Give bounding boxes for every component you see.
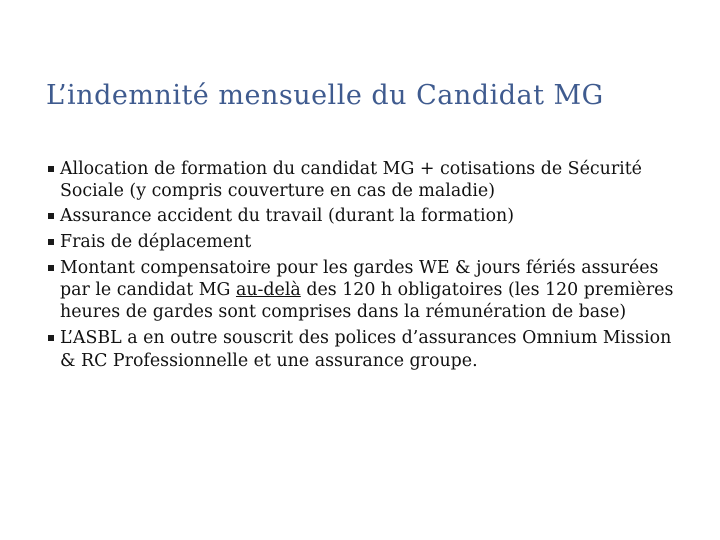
- bullet-item: [48, 158, 688, 202]
- bullet-item: [48, 231, 688, 253]
- bullet-list: [48, 158, 688, 375]
- square-bullet-icon: [48, 213, 54, 219]
- square-bullet-icon: [48, 265, 54, 271]
- bullet-item: [48, 327, 688, 371]
- underlined-text: au-delà: [235, 280, 301, 301]
- bullet-text: Assurance accident du travail (durant la formation): [60, 206, 515, 227]
- slide-title: L’indemnité mensuelle du Candidat MG: [46, 80, 604, 111]
- square-bullet-icon: [48, 166, 54, 172]
- bullet-text-after: des 120 h obligatoires (les 120 premières heures de gardes sont comprises dans la rémunération de base): [60, 280, 674, 323]
- bullet-text-before: Montant compensatoire pour les gardes WE & jours fériés assurées par le candidat MG: [60, 257, 659, 301]
- bullet-item: [48, 257, 688, 324]
- bullet-text: L’ASBL a en outre souscrit des polices d’assurances Omnium Mission & RC Professionnelle et une assurance groupe.: [60, 328, 672, 371]
- bullet-text: Allocation de formation du candidat MG + cotisations de Sécurité Sociale (y compris couverture en cas de maladie): [60, 159, 642, 202]
- square-bullet-icon: [48, 335, 54, 341]
- square-bullet-icon: [48, 239, 54, 245]
- bullet-text: Frais de déplacement: [60, 231, 252, 252]
- bullet-item: [48, 205, 688, 227]
